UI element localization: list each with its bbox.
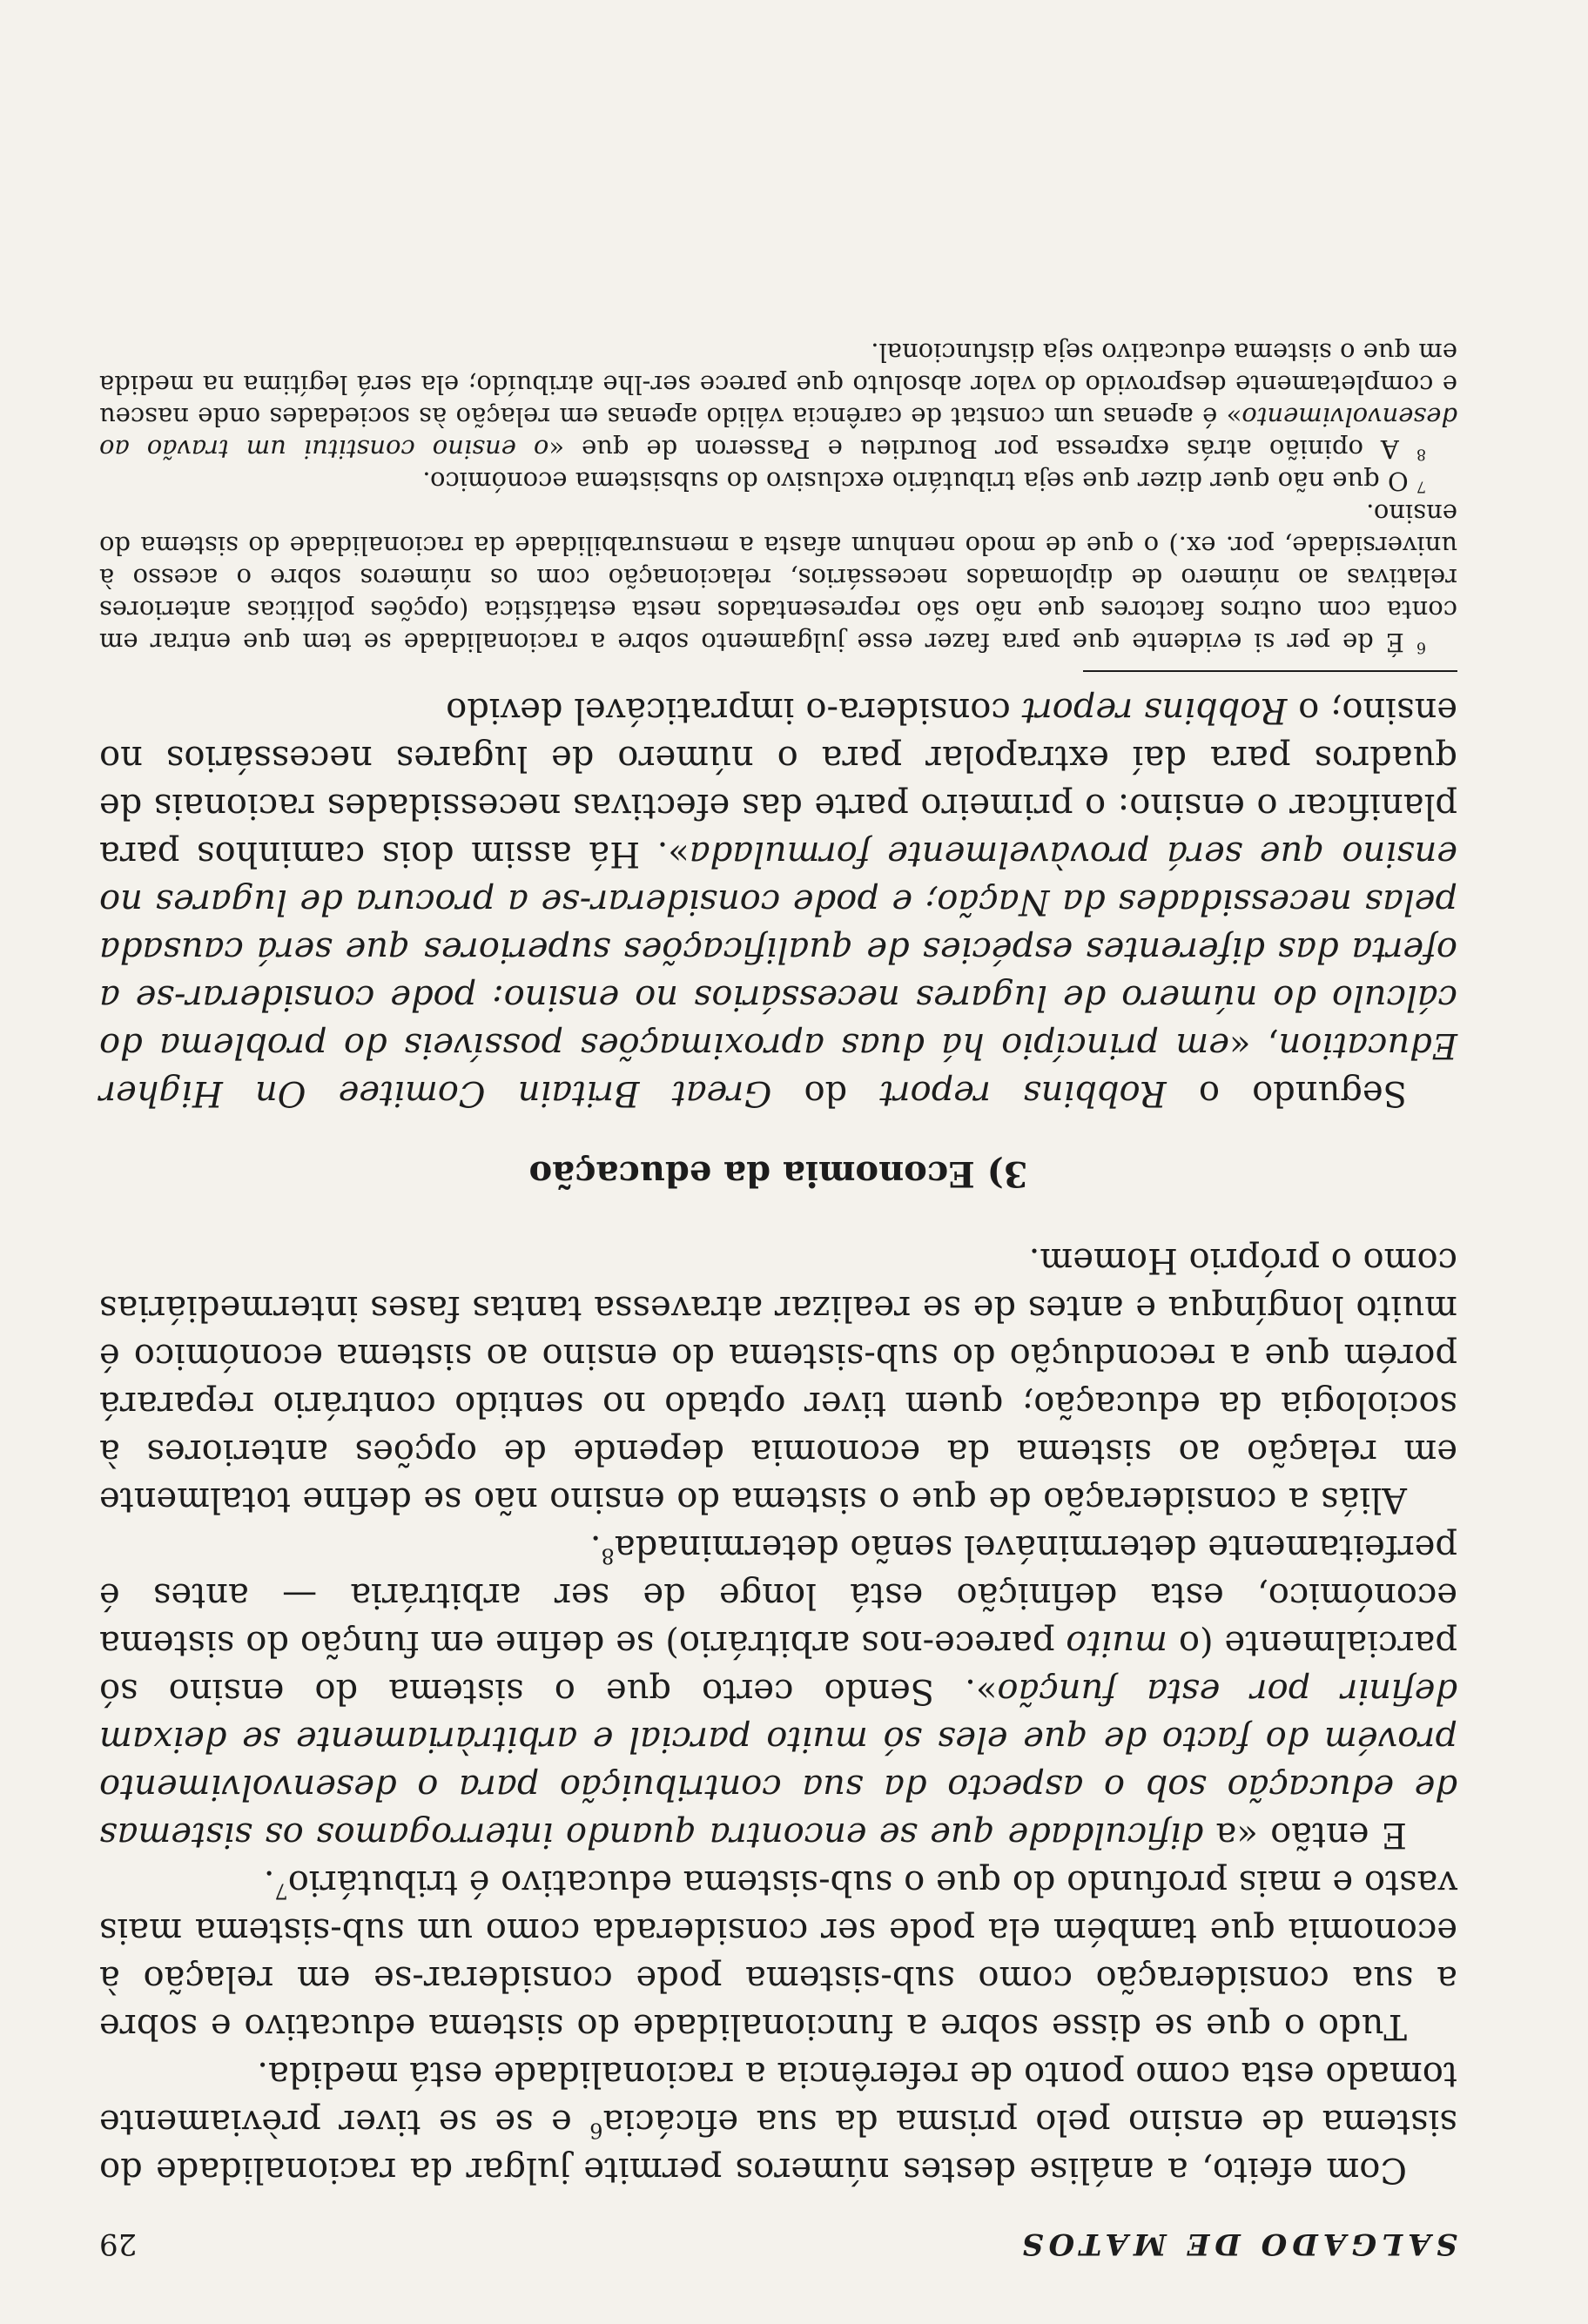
text: E então «a [1203,1815,1407,1855]
text: Segundo o [1166,1073,1407,1113]
footnote-ref-6: 6 [589,2118,603,2143]
footnote-ref-8: 8 [601,1543,615,1568]
text: Tudo o que se disse sobre a funcionalidade do sistema educativo e sobre a sua consideração como sub-sistema pode considerar-se em relação à economia que também ela pode ser considerada como um sub-sistema mais vasto e mais profundo do que o sub-sistema educativo é tributário [99,1863,1457,2046]
text: parece-nos arbitrário) se define em função do sistema económico, esta definição está longe de ser arbitrária — antes é perfeitamente determinável senão determinada [99,1528,1457,1663]
page-number: 29 [99,2227,138,2261]
text: do [771,1073,880,1113]
footnote-7 [99,465,1457,497]
paragraph-4: Aliás a consideração de que o sistema do ensino não se define totalmente em relação ao sistema da economia depende de opções anteriores à sociologia da educação; quem tiver optado no sentido contrário reparará porém que a recondução do sub-sistema do ensino ao sistema económico é muito longínqua e antes de se realizar atravessa tantas fases intermediárias como o próprio Homem. [99,1240,1457,1520]
footnote-6 [99,497,1457,658]
footnote-mark: 6 [1416,638,1426,656]
footnote-divider [1083,670,1457,672]
italic-title: Robbins report [1021,690,1288,730]
footnote-mark: 7 [1416,477,1426,495]
italic-quote: o ensino constitui um travão ao desenvolvimento [99,402,1457,464]
italic-title: Great Britain Comitee On Higher Education [98,1025,1457,1113]
italic-quote: dificuldade que se encontra quando interrogamos os sistemas de educação sob o aspecto da sua contribuição para o desenvolvimento provém do facto de que eles só muito parcial e arbitràriamente se deixam definir por esta função [99,1671,1457,1855]
paragraph-5 [99,686,1457,1117]
footnote-text: É de per si evidente que para fazer esse julgamento sobre a racionalidade se tem que entrar em conta com outros factores que não são representados nesta estatística (opções políticas anteriores relativas ao número de diplomados necessários, relacionação com os números sobre o acesso à universidade, por. ex.) o que de modo nenhum afasta a mensurabilidade da racionalidade do sistema do ensino. [98,499,1457,657]
footnote-text: O que não quer dizer que seja tributário exclusivo do subsistema económico. [422,467,1409,496]
footnote-text: » é apenas um constat de carência válido apenas em relação às sociedades onde nasceu e completamente desprovido do valor absoluto que parece ser-lhe atribuído; ela será legítima na medida em que o sistema educativo seja disfuncional. [99,338,1457,432]
italic-quote: em princípio há duas aproximações possíveis do problema do cálculo do número de lugares necessários no ensino: pode considerar-se a oferta das diferentes espécies de qualificações superiores que será causada pelas necessidades da Nação; e pode considerar-se a procura de lugares no ensino que será provàvelmente formulada [99,834,1457,1065]
italic-title: Robbins report [879,1073,1167,1113]
text: . [263,1863,275,1903]
paragraph-2 [99,1858,1457,2050]
footnote-8 [99,336,1457,465]
footnote-mark: 8 [1416,445,1426,463]
italic-word: muito [1066,1623,1167,1663]
running-head: SALGADO DE MATOS [1016,2227,1457,2261]
text: ». Sendo certo que o sistema do ensino só parcialmente (o [98,1623,1457,1711]
text: considera-o impraticável devido [446,690,1022,730]
page-content [99,336,1457,2261]
text: ». Há assim dois caminhos para planificar o ensino: o primeiro parte das efectivas necessidades racionais de quadros para daí extrapolar para o número de lugares necessários no ensino; o [99,690,1457,874]
text: . [589,1528,602,1568]
section-heading: 3) Economia da educação [528,1153,1028,1194]
paragraph-3 [99,1523,1457,1858]
text: Com efeito, a análise destes números permite julgar da racionalidade do sistema de ensino pelo prisma da sua eficácia [99,2102,1457,2190]
page-header [99,2227,1457,2261]
paragraph-1 [99,2050,1457,2193]
text: , « [1228,1025,1279,1065]
footnote-ref-7: 7 [274,1878,288,1904]
text: e se se tiver prèviamente tomado esta como ponto de referência a racionalidade está medida. [99,2054,1457,2142]
footnote-text: A opinião atrás expressa por Bourdieu e Passeron de que « [548,434,1399,464]
